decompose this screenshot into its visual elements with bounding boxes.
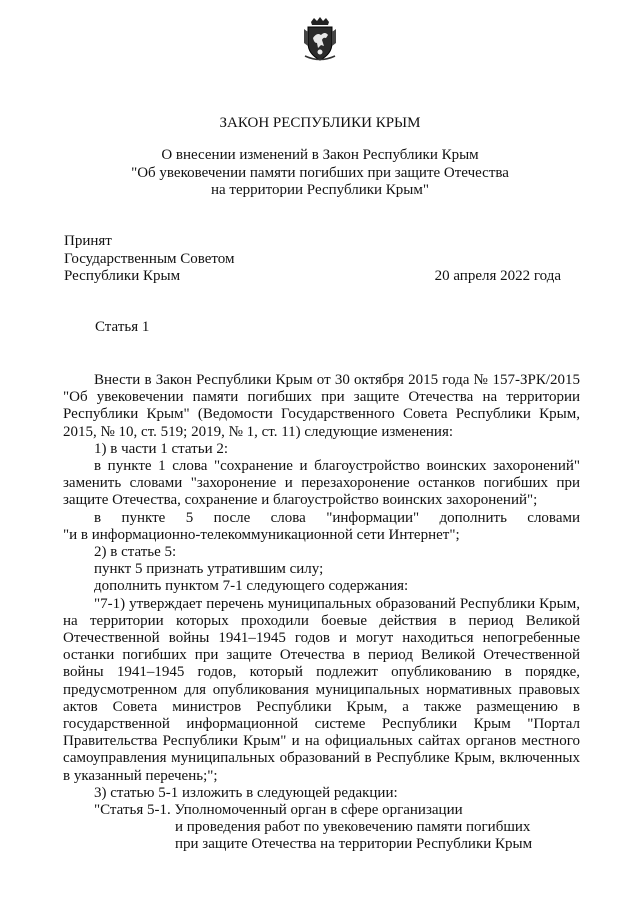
article-paragraph: 3) статью 5-1 изложить в следующей редакции: [94,784,398,801]
article-paragraph: 2) в статье 5: [94,544,177,561]
article-paragraph: 1) в части 1 статьи 2: [94,440,229,457]
quote-heading-continued: при защите Отечества на территории Республики Крым [175,836,533,853]
adoption-date: 20 апреля 2022 года [434,268,561,284]
article-paragraph: "7-1) утверждает перечень муниципальных образований Республики Крым, на территории которых проходили боевые действия в период Великой Отечественной войны 1941–1945 годов и могут находиться непогребенные останки погибших при защите Отечества в период Великой Отечественной войны 1941–1945 годов, который подлежит опубликованию в порядке, предусмотренном для опубликования муниципальных нормативных правовых актов Совета министров Республики Крым, а также размещению в государственной информационной системе Республики Крым "Портал Правительства Республики Крым" и на официальных сайтах органов местного самоуправления муниципальных образований в Республике Крым, включенных в указанный перечень;"; [63,595,580,784]
quote-heading: "Статья 5-1. Уполномоченный орган в сфере организации [94,802,463,819]
adoption-line: Республики Крым [64,268,181,284]
adoption-block [64,233,235,286]
article-paragraph: Внести в Закон Республики Крым от 30 октября 2015 года № 157-ЗРК/2015 "Об увековечении памяти погибших при защите Отечества на территории Республики Крым" (Ведомости Государственного Совета Республики Крым, 2015, № 10, ст. 519; 2019, № 1, ст. 11) следующие изменения: [63,372,580,440]
law-subtitle [0,147,640,200]
adoption-line: Принят [64,233,112,249]
law-title: ЗАКОН РЕСПУБЛИКИ КРЫМ [219,115,421,131]
article-paragraph: дополнить пунктом 7-1 следующего содержания: [94,578,409,595]
subtitle-line: О внесении изменений в Закон Республики Крым [161,147,479,163]
article-paragraph: пункт 5 признать утратившим силу; [94,561,324,578]
article-body [63,372,580,854]
crimea-coat-of-arms-icon [301,16,339,62]
article-paragraph: в пункте 5 после слова "информации" дополнить словами [94,509,580,526]
adoption-line: Государственным Советом [64,250,235,267]
quote-heading-continued: и проведения работ по увековечению памяти погибших [175,819,531,836]
article-paragraph: "и в информационно-телекоммуникационной сети Интернет"; [63,526,460,543]
article-label: Статья 1 [95,319,150,335]
article-paragraph: в пункте 1 слова "сохранение и благоустройство воинских захоронений" заменить словами "захоронение и перезахоронение останков погибших при защите Отечества, сохранение и благоустройство воинских захоронений"; [63,458,580,509]
subtitle-line: на территории Республики Крым" [210,182,430,198]
subtitle-line: "Об увековечении памяти погибших при защите Отечества [131,164,509,181]
